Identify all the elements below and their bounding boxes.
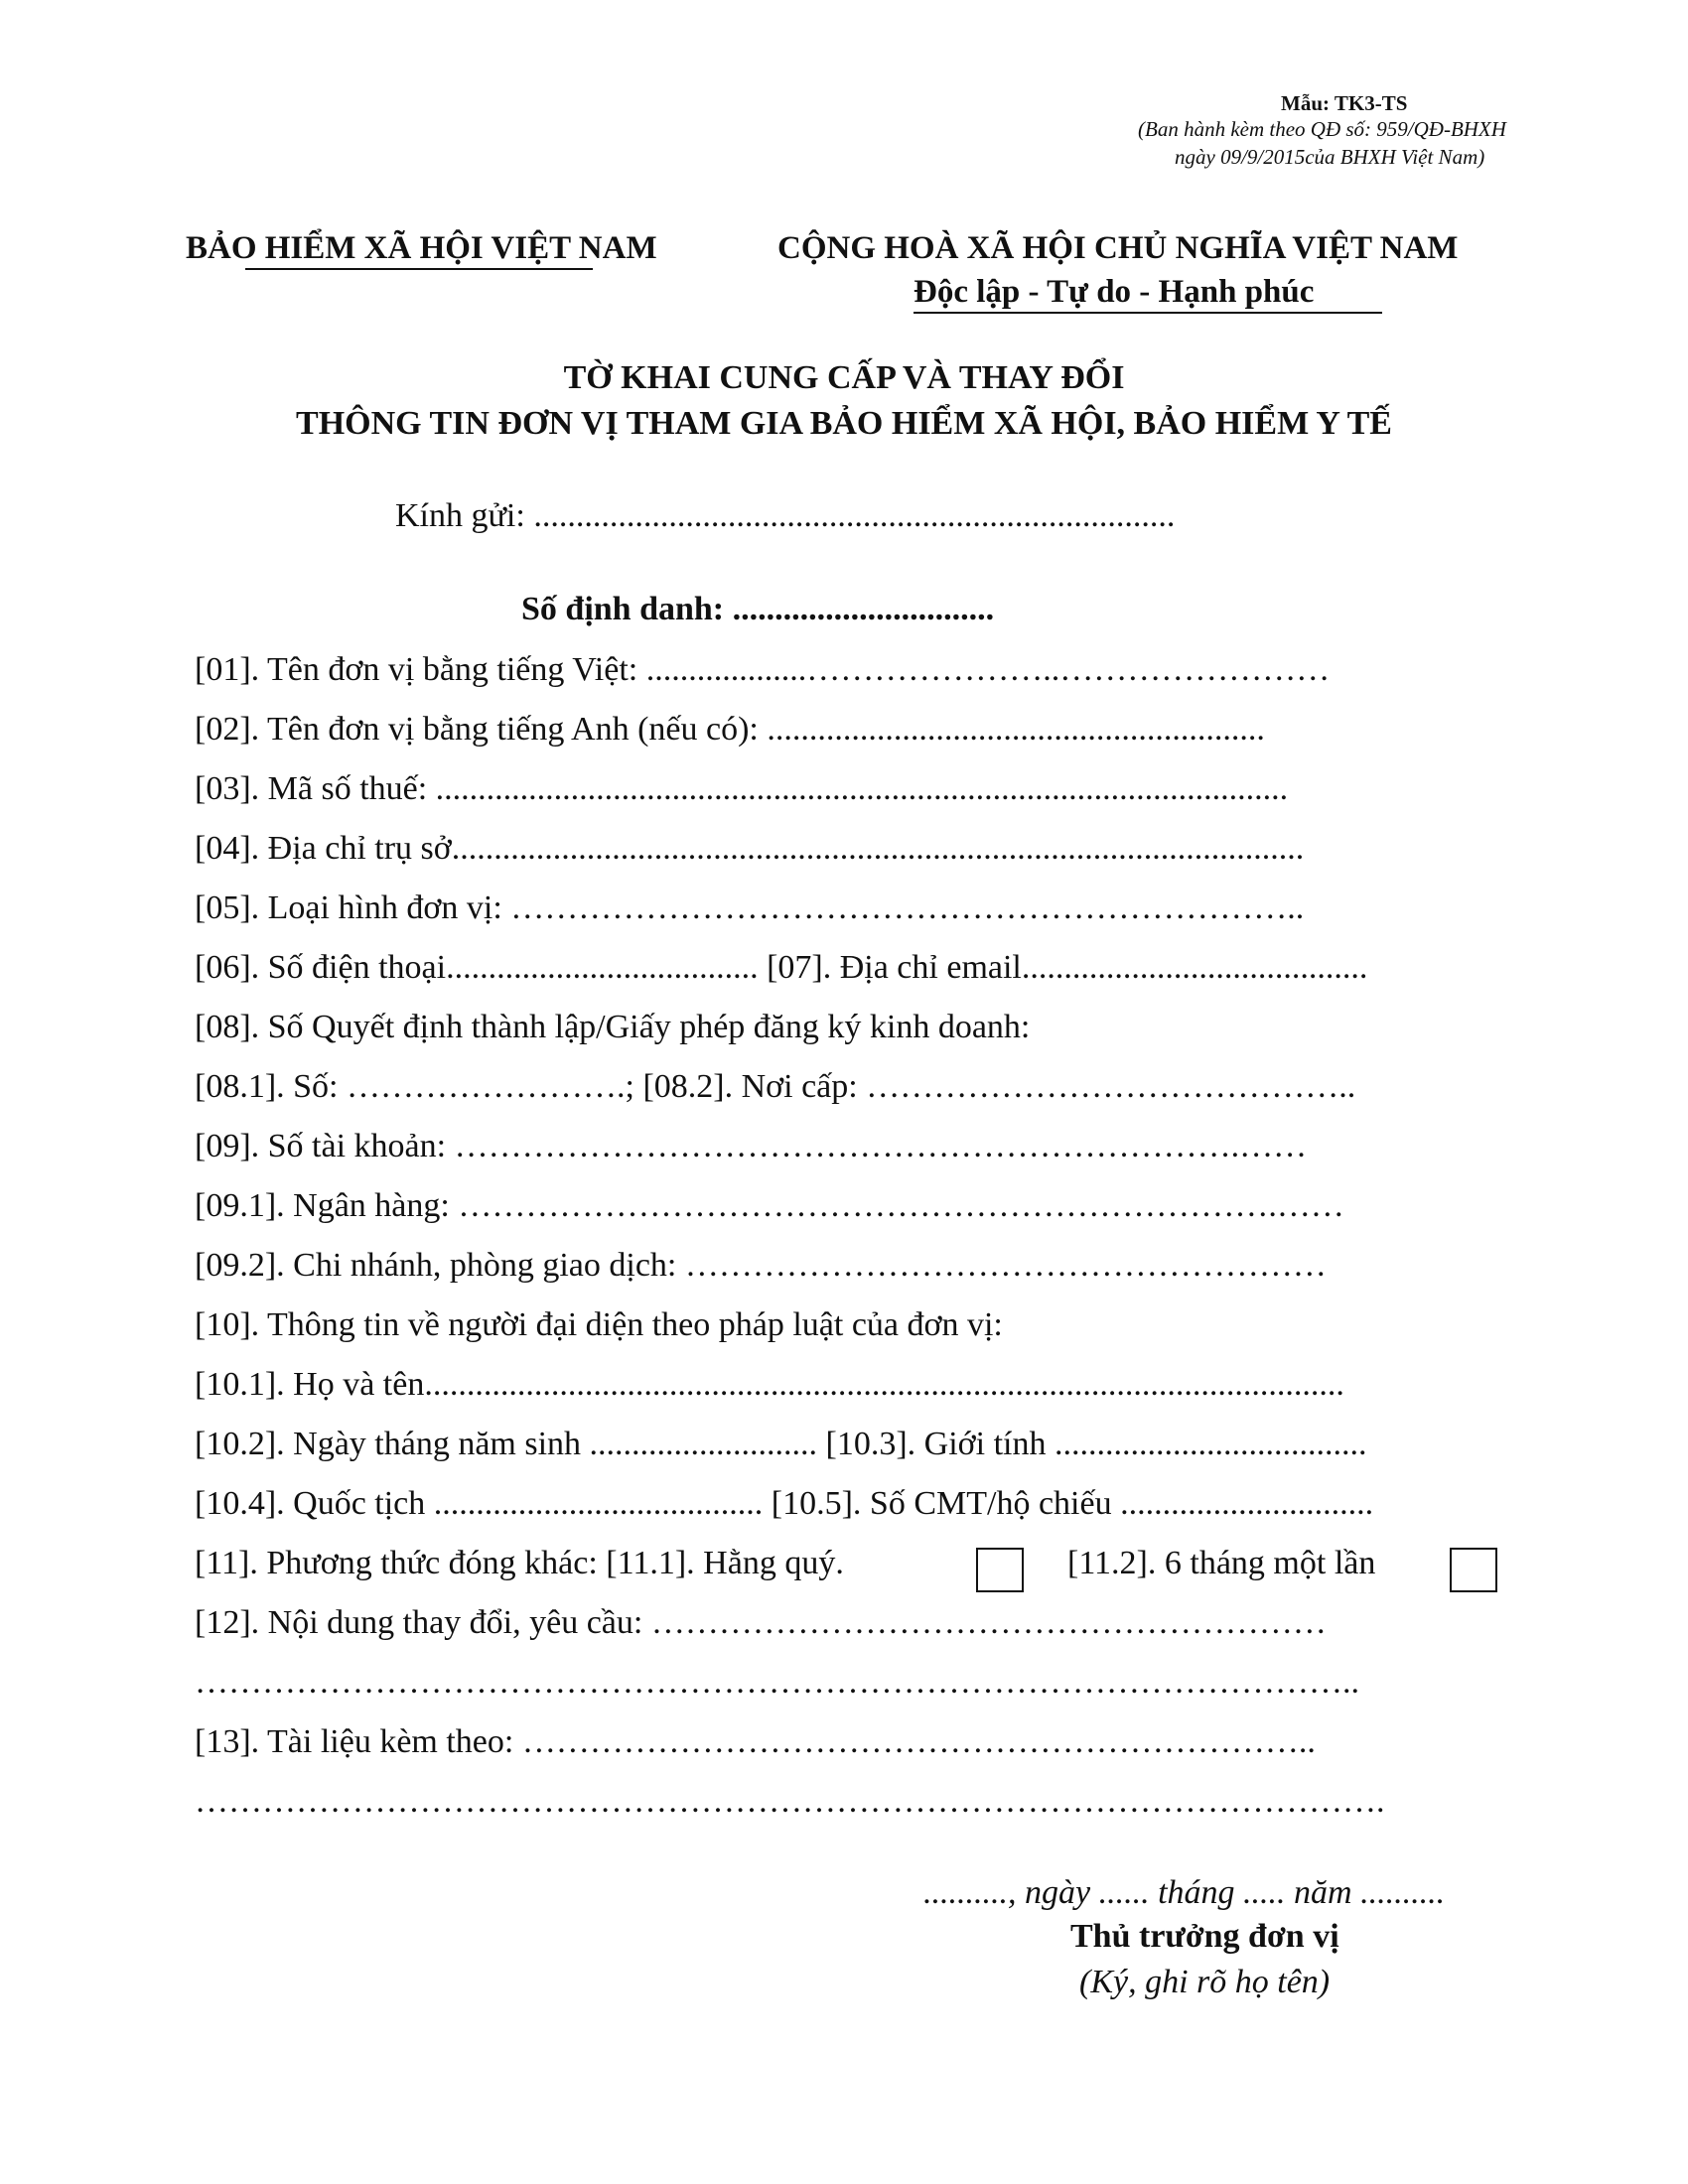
motto-underline (914, 312, 1382, 314)
republic-name: CỘNG HOÀ XÃ HỘI CHỦ NGHĨA VIỆT NAM (777, 230, 1459, 266)
field-03-tax-code: [03]. Mã số thuế: ..................................................................................................... (195, 770, 1289, 807)
field-01-unit-name-vi: [01]. Tên đơn vị bằng tiếng Việt: ...................…………………..…………………… (195, 651, 1331, 688)
issued-note-line2: ngày 09/9/2015của BHXH Việt Nam) (1175, 145, 1485, 169)
field-02-unit-name-en: [02]. Tên đơn vị bằng tiếng Anh (nếu có): ........................................................... (195, 711, 1265, 748)
agency-underline (245, 268, 593, 270)
field-09-1-bank: [09.1]. Ngân hàng: ……………………………………………………………….…… (195, 1187, 1344, 1224)
field-12-continuation: ………………………………………………………………………………………….. (195, 1664, 1359, 1701)
issued-note-line1: (Ban hành kèm theo QĐ số: 959/QĐ-BHXH (1138, 117, 1506, 141)
six-months-checkbox[interactable] (1450, 1548, 1497, 1592)
field-09-2-branch: [09.2]. Chi nhánh, phòng giao dịch: ………………………………………………… (195, 1247, 1327, 1284)
field-04-address: [04]. Địa chỉ trụ sở..................................................................................................... (195, 830, 1305, 867)
field-05-unit-type: [05]. Loại hình đơn vị: …………………………………………………………….. (195, 889, 1305, 926)
field-08-1-number-place: [08.1]. Số: …………………….; [08.2]. Nơi cấp: …………………………………….. (195, 1068, 1356, 1105)
id-number-line: Số định danh: ............................... (521, 591, 995, 627)
agency-name: BẢO HIỂM XÃ HỘI VIỆT NAM (186, 230, 657, 266)
form-title-line2: THÔNG TIN ĐƠN VỊ THAM GIA BẢO HIỂM XÃ HỘI, BẢO HIỂM Y TẾ (296, 405, 1392, 442)
field-13-continuation: ……………………………………………………………………………………………. (195, 1783, 1385, 1820)
field-13-attachments: [13]. Tài liệu kèm theo: …………………………………………………………….. (195, 1723, 1316, 1760)
field-11-payment-method: [11]. Phương thức đóng khác: [11.1]. Hằng quý. (195, 1545, 844, 1581)
form-title-line1: TỜ KHAI CUNG CẤP VÀ THAY ĐỔI (563, 359, 1125, 396)
form-code: Mẫu: TK3-TS (1281, 91, 1408, 115)
field-10-2-3-birth-gender: [10.2]. Ngày tháng năm sinh ........................... [10.3]. Giới tính ..................................... (195, 1426, 1367, 1462)
field-12-change-content: [12]. Nội dung thay đổi, yêu cầu: …………………………………………………… (195, 1604, 1327, 1641)
recipient-line: Kính gửi: ............................................................................ (395, 497, 1176, 534)
field-08-license: [08]. Số Quyết định thành lập/Giấy phép đăng ký kinh doanh: (195, 1009, 1031, 1045)
signer-title: Thủ trưởng đơn vị (1070, 1918, 1339, 1955)
field-10-4-5-nationality-id: [10.4]. Quốc tịch ....................................... [10.5]. Số CMT/hộ chiếu .............................. (195, 1485, 1374, 1522)
field-11-2-label: [11.2]. 6 tháng một lần (1067, 1545, 1376, 1581)
national-motto: Độc lập - Tự do - Hạnh phúc (914, 274, 1315, 310)
field-10-representative: [10]. Thông tin về người đại diện theo pháp luật của đơn vị: (195, 1306, 1003, 1343)
date-line: .........., ngày ...... tháng ..... năm .......... (923, 1874, 1446, 1911)
quarterly-checkbox[interactable] (976, 1548, 1024, 1592)
field-10-1-full-name: [10.1]. Họ và tên............................................................................................................. (195, 1366, 1344, 1403)
signature-note: (Ký, ghi rõ họ tên) (1079, 1964, 1331, 2000)
field-06-07-phone-email: [06]. Số điện thoại..................................... [07]. Địa chỉ email......................................... (195, 949, 1368, 986)
field-09-account: [09]. Số tài khoản: …………………………………………………………….…… (195, 1128, 1308, 1164)
